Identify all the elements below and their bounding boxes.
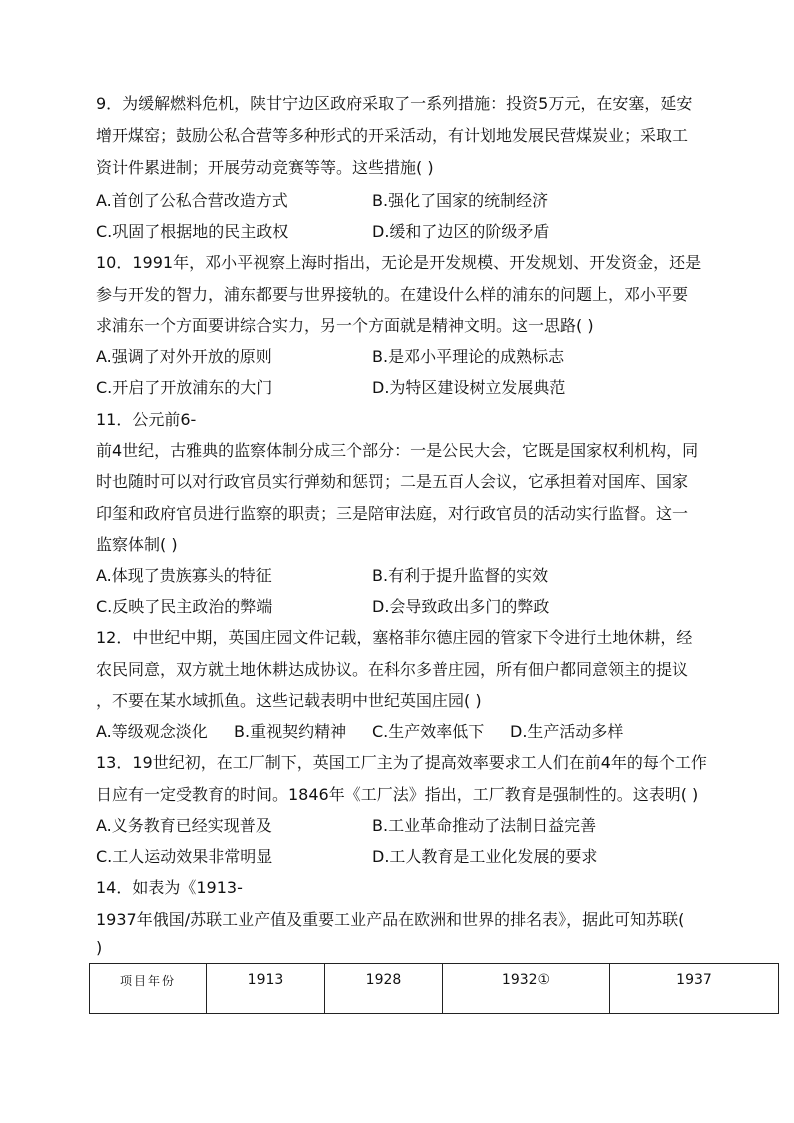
q9-option-b: B.强化了国家的统制经济 (372, 191, 549, 210)
q13-option-d: D.工人教育是工业化发展的要求 (372, 847, 598, 866)
q11-stem-line-4: 印玺和政府官员进行监察的职责；三是陪审法庭，对行政官员的活动实行监督。这一 (96, 504, 689, 523)
q11-option-a: A.体现了贵族寡头的特征 (96, 566, 272, 585)
q13-stem-line-1: 13．19世纪初，在工厂制下，英国工厂主为了提高效率要求工人们在前4年的每个工作 (96, 753, 707, 772)
q11-option-c: C.反映了民主政治的弊端 (96, 597, 273, 616)
q11-option-d: D.会导致政出多门的弊政 (372, 597, 550, 616)
q14-table (89, 963, 779, 1014)
q12-option-c: C.生产效率低下 (372, 722, 485, 741)
q13-option-a: A.义务教育已经实现普及 (96, 816, 272, 835)
q10-option-c: C.开启了开放浦东的大门 (96, 378, 273, 397)
q12-stem-line-3: ，不要在某水域抓鱼。这些记载表明中世纪英国庄园( ) (96, 691, 482, 710)
q13-option-b: B.工业革命推动了法制日益完善 (372, 816, 597, 835)
q14-stem-line-1: 14．如表为《1913- (96, 878, 243, 897)
q10-stem-line-2: 参与开发的智力，浦东都要与世界接轨的。在建设什么样的浦东的问题上，邓小平要 (96, 285, 689, 304)
q9-stem-line-3: 资计件累进制；开展劳动竞赛等等。这些措施( ) (96, 158, 434, 177)
q10-option-d: D.为特区建设树立发展典范 (372, 378, 566, 397)
q14-stem-line-2: 1937年俄国/苏联工业产值及重要工业产品在欧洲和世界的排名表》，据此可知苏联( (96, 910, 685, 929)
q10-stem-line-3: 求浦东一个方面要讲综合实力，另一个方面就是精神文明。这一思路( ) (96, 316, 594, 335)
table-header-cell: 1928 (325, 964, 443, 1014)
table-header-cell: 项目年份 (90, 964, 207, 1014)
q12-option-b: B.重视契约精神 (234, 722, 347, 741)
table-header-cell: 1937 (610, 964, 779, 1014)
q13-option-c: C.工人运动效果非常明显 (96, 847, 273, 866)
q11-option-b: B.有利于提升监督的实效 (372, 566, 549, 585)
q12-stem-line-2: 农民同意，双方就土地休耕达成协议。在科尔多普庄园，所有佃户都同意领主的提议 (96, 660, 689, 679)
q9-option-a: A.首创了公私合营改造方式 (96, 191, 288, 210)
q9-stem-line-1: 9．为缓解燃料危机，陕甘宁边区政府采取了一系列措施：投资5万元，在安塞，延安 (96, 94, 693, 113)
q14-stem-line-3: ) (96, 938, 103, 957)
q10-option-a: A.强调了对外开放的原则 (96, 347, 272, 366)
q13-stem-line-2: 日应有一定受教育的时间。1846年《工厂法》指出，工厂教育是强制性的。这表明( ) (96, 785, 699, 804)
q10-stem-line-1: 10．1991年，邓小平视察上海时指出，无论是开发规模、开发规划、开发资金，还是 (96, 253, 702, 272)
q9-stem-line-2: 增开煤窑；鼓励公私合营等多种形式的开采活动，有计划地发展民营煤炭业；采取工 (96, 126, 689, 145)
q11-stem-line-3: 时也随时可以对行政官员实行弹劾和惩罚；二是五百人会议，它承担着对国库、国家 (96, 472, 689, 491)
q12-option-d: D.生产活动多样 (510, 722, 624, 741)
table-header-cell: 1932① (443, 964, 610, 1014)
table-header-cell: 1913 (207, 964, 325, 1014)
q10-option-b: B.是邓小平理论的成熟标志 (372, 347, 565, 366)
q11-stem-line-2: 前4世纪，古雅典的监察体制分成三个部分：一是公民大会，它既是国家权利机构，同 (96, 441, 699, 460)
q9-option-d: D.缓和了边区的阶级矛盾 (372, 222, 550, 241)
table-header-row (90, 964, 779, 1014)
q12-option-a: A.等级观念淡化 (96, 722, 208, 741)
q11-stem-line-1: 11．公元前6- (96, 410, 197, 429)
q9-option-c: C.巩固了根据地的民主政权 (96, 222, 289, 241)
q11-stem-line-5: 监察体制( ) (96, 535, 178, 554)
q12-stem-line-1: 12．中世纪中期，英国庄园文件记载，塞格菲尔德庄园的管家下令进行土地休耕，经 (96, 628, 693, 647)
